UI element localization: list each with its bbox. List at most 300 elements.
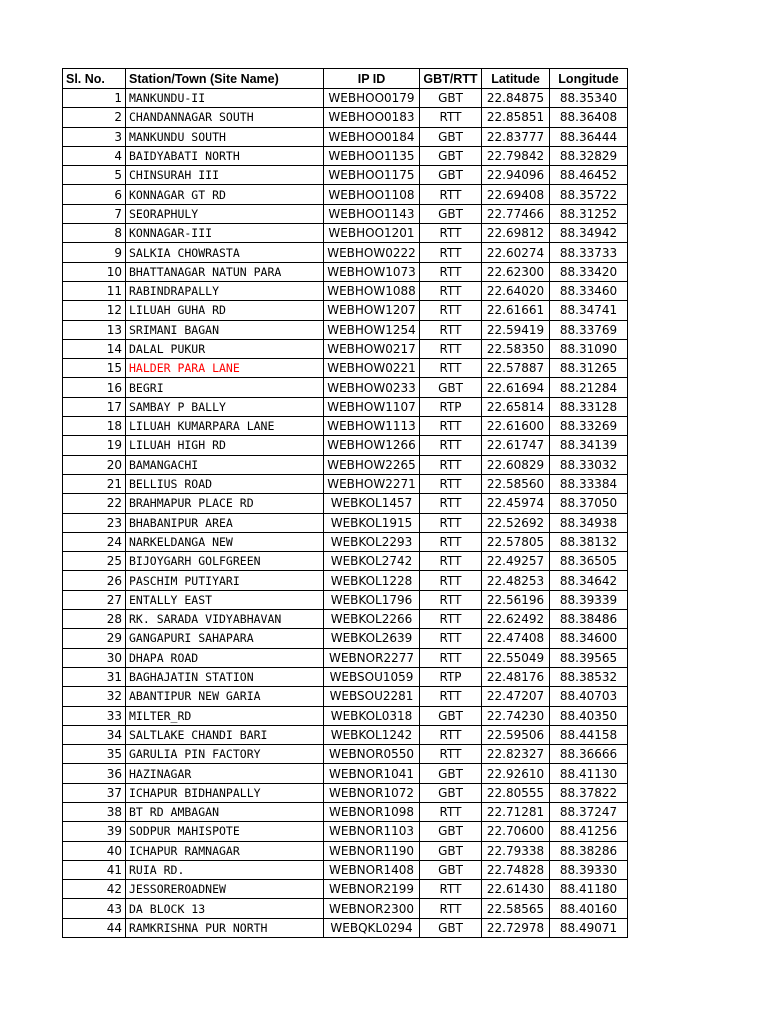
cell-station: ICHAPUR BIDHANPALLY xyxy=(126,783,324,802)
table-row xyxy=(63,880,628,899)
cell-sl-no: 22 xyxy=(63,494,126,513)
cell-ip-id: WEBSOU2281 xyxy=(324,687,420,706)
cell-ip-id: WEBHOW1073 xyxy=(324,262,420,281)
cell-longitude: 88.36408 xyxy=(550,108,628,127)
cell-station: DALAL PUKUR xyxy=(126,339,324,358)
cell-station: ICHAPUR RAMNAGAR xyxy=(126,841,324,860)
cell-latitude: 22.47408 xyxy=(482,629,550,648)
cell-station: SODPUR MAHISPOTE xyxy=(126,822,324,841)
cell-type: RTT xyxy=(420,224,482,243)
cell-latitude: 22.61600 xyxy=(482,417,550,436)
header-station: Station/Town (Site Name) xyxy=(126,69,324,89)
cell-ip-id: WEBHOW2265 xyxy=(324,455,420,474)
cell-station: JESSOREROADNEW xyxy=(126,880,324,899)
cell-ip-id: WEBHOO0183 xyxy=(324,108,420,127)
table-row xyxy=(63,243,628,262)
cell-latitude: 22.64020 xyxy=(482,281,550,300)
cell-sl-no: 23 xyxy=(63,513,126,532)
cell-longitude: 88.39330 xyxy=(550,860,628,879)
cell-latitude: 22.62300 xyxy=(482,262,550,281)
cell-ip-id: WEBKOL2266 xyxy=(324,610,420,629)
table-row xyxy=(63,648,628,667)
header-longitude: Longitude xyxy=(550,69,628,89)
table-row xyxy=(63,185,628,204)
cell-station: RK. SARADA VIDYABHAVAN xyxy=(126,610,324,629)
cell-ip-id: WEBKOL2293 xyxy=(324,532,420,551)
table-row xyxy=(63,764,628,783)
table-row xyxy=(63,494,628,513)
cell-sl-no: 32 xyxy=(63,687,126,706)
cell-longitude: 88.41256 xyxy=(550,822,628,841)
cell-ip-id: WEBKOL0318 xyxy=(324,706,420,725)
cell-sl-no: 28 xyxy=(63,610,126,629)
cell-latitude: 22.61661 xyxy=(482,301,550,320)
cell-station: RUIA RD. xyxy=(126,860,324,879)
cell-latitude: 22.79842 xyxy=(482,146,550,165)
cell-latitude: 22.55049 xyxy=(482,648,550,667)
cell-ip-id: WEBHOW1207 xyxy=(324,301,420,320)
cell-station: MILTER_RD xyxy=(126,706,324,725)
cell-latitude: 22.92610 xyxy=(482,764,550,783)
cell-latitude: 22.94096 xyxy=(482,166,550,185)
cell-type: GBT xyxy=(420,146,482,165)
cell-longitude: 88.35722 xyxy=(550,185,628,204)
cell-longitude: 88.34942 xyxy=(550,224,628,243)
cell-longitude: 88.33032 xyxy=(550,455,628,474)
cell-latitude: 22.59419 xyxy=(482,320,550,339)
cell-longitude: 88.33420 xyxy=(550,262,628,281)
cell-longitude: 88.33269 xyxy=(550,417,628,436)
site-table xyxy=(62,68,628,938)
table-row xyxy=(63,822,628,841)
cell-ip-id: WEBKOL1228 xyxy=(324,571,420,590)
cell-sl-no: 8 xyxy=(63,224,126,243)
table-row xyxy=(63,417,628,436)
cell-ip-id: WEBKOL1915 xyxy=(324,513,420,532)
cell-type: GBT xyxy=(420,378,482,397)
cell-type: GBT xyxy=(420,764,482,783)
table-row xyxy=(63,899,628,918)
cell-longitude: 88.44158 xyxy=(550,725,628,744)
cell-sl-no: 11 xyxy=(63,281,126,300)
cell-ip-id: WEBKOL2639 xyxy=(324,629,420,648)
cell-sl-no: 9 xyxy=(63,243,126,262)
cell-longitude: 88.49071 xyxy=(550,918,628,937)
cell-type: RTP xyxy=(420,667,482,686)
cell-station: HALDER PARA LANE xyxy=(126,359,324,378)
cell-type: RTT xyxy=(420,571,482,590)
cell-sl-no: 20 xyxy=(63,455,126,474)
cell-latitude: 22.74828 xyxy=(482,860,550,879)
cell-station: ENTALLY EAST xyxy=(126,590,324,609)
table-row xyxy=(63,629,628,648)
cell-ip-id: WEBHOW1266 xyxy=(324,436,420,455)
cell-sl-no: 33 xyxy=(63,706,126,725)
table-row xyxy=(63,745,628,764)
table-row xyxy=(63,687,628,706)
cell-longitude: 88.36505 xyxy=(550,552,628,571)
cell-sl-no: 24 xyxy=(63,532,126,551)
cell-station: SALTLAKE CHANDI BARI xyxy=(126,725,324,744)
table-row xyxy=(63,436,628,455)
cell-sl-no: 43 xyxy=(63,899,126,918)
cell-station: LILUAH KUMARPARA LANE xyxy=(126,417,324,436)
cell-station: HAZINAGAR xyxy=(126,764,324,783)
cell-sl-no: 2 xyxy=(63,108,126,127)
cell-ip-id: WEBHOW0221 xyxy=(324,359,420,378)
table-row xyxy=(63,127,628,146)
cell-station: SEORAPHULY xyxy=(126,204,324,223)
cell-longitude: 88.39339 xyxy=(550,590,628,609)
cell-type: GBT xyxy=(420,706,482,725)
cell-ip-id: WEBNOR2277 xyxy=(324,648,420,667)
table-row xyxy=(63,166,628,185)
cell-latitude: 22.58350 xyxy=(482,339,550,358)
table-row xyxy=(63,706,628,725)
table-row xyxy=(63,204,628,223)
cell-longitude: 88.21284 xyxy=(550,378,628,397)
cell-latitude: 22.58560 xyxy=(482,474,550,493)
cell-station: NARKELDANGA NEW xyxy=(126,532,324,551)
table-row xyxy=(63,89,628,108)
cell-station: LILUAH GUHA RD xyxy=(126,301,324,320)
cell-sl-no: 1 xyxy=(63,89,126,108)
table-row xyxy=(63,339,628,358)
cell-sl-no: 35 xyxy=(63,745,126,764)
cell-type: RTT xyxy=(420,339,482,358)
cell-type: GBT xyxy=(420,127,482,146)
cell-longitude: 88.36666 xyxy=(550,745,628,764)
cell-type: GBT xyxy=(420,783,482,802)
cell-type: RTT xyxy=(420,590,482,609)
cell-longitude: 88.41130 xyxy=(550,764,628,783)
cell-type: GBT xyxy=(420,860,482,879)
cell-station: LILUAH HIGH RD xyxy=(126,436,324,455)
cell-station: MANKUNDU-II xyxy=(126,89,324,108)
cell-sl-no: 16 xyxy=(63,378,126,397)
cell-longitude: 88.33733 xyxy=(550,243,628,262)
cell-type: RTT xyxy=(420,725,482,744)
table-row xyxy=(63,513,628,532)
cell-latitude: 22.60274 xyxy=(482,243,550,262)
cell-longitude: 88.36444 xyxy=(550,127,628,146)
cell-station: SALKIA CHOWRASTA xyxy=(126,243,324,262)
cell-latitude: 22.59506 xyxy=(482,725,550,744)
cell-ip-id: WEBSOU1059 xyxy=(324,667,420,686)
cell-station: GARULIA PIN FACTORY xyxy=(126,745,324,764)
cell-longitude: 88.34139 xyxy=(550,436,628,455)
table-row xyxy=(63,320,628,339)
cell-type: RTT xyxy=(420,494,482,513)
cell-sl-no: 3 xyxy=(63,127,126,146)
cell-station: SRIMANI BAGAN xyxy=(126,320,324,339)
table-body xyxy=(63,89,628,938)
cell-longitude: 88.33384 xyxy=(550,474,628,493)
cell-longitude: 88.37247 xyxy=(550,802,628,821)
cell-ip-id: WEBNOR1103 xyxy=(324,822,420,841)
cell-ip-id: WEBHOO1108 xyxy=(324,185,420,204)
cell-ip-id: WEBHOW1107 xyxy=(324,397,420,416)
table-row xyxy=(63,552,628,571)
cell-ip-id: WEBKOL1242 xyxy=(324,725,420,744)
cell-type: GBT xyxy=(420,204,482,223)
cell-type: RTT xyxy=(420,880,482,899)
cell-longitude: 88.38132 xyxy=(550,532,628,551)
table-row xyxy=(63,590,628,609)
cell-type: RTT xyxy=(420,108,482,127)
cell-ip-id: WEBHOO0179 xyxy=(324,89,420,108)
cell-longitude: 88.41180 xyxy=(550,880,628,899)
cell-type: GBT xyxy=(420,822,482,841)
cell-ip-id: WEBHOO0184 xyxy=(324,127,420,146)
cell-type: GBT xyxy=(420,89,482,108)
cell-latitude: 22.62492 xyxy=(482,610,550,629)
cell-type: RTT xyxy=(420,455,482,474)
cell-station: ABANTIPUR NEW GARIA xyxy=(126,687,324,706)
cell-ip-id: WEBHOO1135 xyxy=(324,146,420,165)
cell-sl-no: 17 xyxy=(63,397,126,416)
cell-ip-id: WEBHOW1254 xyxy=(324,320,420,339)
cell-latitude: 22.72978 xyxy=(482,918,550,937)
cell-type: RTT xyxy=(420,648,482,667)
cell-longitude: 88.38532 xyxy=(550,667,628,686)
cell-station: SAMBAY P BALLY xyxy=(126,397,324,416)
cell-sl-no: 42 xyxy=(63,880,126,899)
cell-longitude: 88.31090 xyxy=(550,339,628,358)
cell-longitude: 88.31252 xyxy=(550,204,628,223)
cell-sl-no: 40 xyxy=(63,841,126,860)
cell-sl-no: 25 xyxy=(63,552,126,571)
cell-type: RTT xyxy=(420,359,482,378)
cell-sl-no: 18 xyxy=(63,417,126,436)
cell-latitude: 22.74230 xyxy=(482,706,550,725)
cell-longitude: 88.37050 xyxy=(550,494,628,513)
cell-latitude: 22.65814 xyxy=(482,397,550,416)
cell-latitude: 22.52692 xyxy=(482,513,550,532)
table-row xyxy=(63,532,628,551)
cell-longitude: 88.33460 xyxy=(550,281,628,300)
cell-sl-no: 41 xyxy=(63,860,126,879)
header-latitude: Latitude xyxy=(482,69,550,89)
table-row xyxy=(63,262,628,281)
cell-type: RTT xyxy=(420,610,482,629)
cell-ip-id: WEBNOR1072 xyxy=(324,783,420,802)
cell-longitude: 88.38486 xyxy=(550,610,628,629)
cell-longitude: 88.32829 xyxy=(550,146,628,165)
cell-ip-id: WEBHOO1143 xyxy=(324,204,420,223)
cell-sl-no: 44 xyxy=(63,918,126,937)
cell-station: RAMKRISHNA PUR NORTH xyxy=(126,918,324,937)
cell-sl-no: 6 xyxy=(63,185,126,204)
header-ip-id: IP ID xyxy=(324,69,420,89)
cell-sl-no: 10 xyxy=(63,262,126,281)
cell-sl-no: 21 xyxy=(63,474,126,493)
cell-type: RTT xyxy=(420,532,482,551)
cell-longitude: 88.33769 xyxy=(550,320,628,339)
cell-station: BAMANGACHI xyxy=(126,455,324,474)
cell-station: CHINSURAH III xyxy=(126,166,324,185)
cell-ip-id: WEBHOO1175 xyxy=(324,166,420,185)
cell-type: RTT xyxy=(420,629,482,648)
cell-latitude: 22.69408 xyxy=(482,185,550,204)
cell-longitude: 88.38286 xyxy=(550,841,628,860)
cell-ip-id: WEBKOL2742 xyxy=(324,552,420,571)
table-header xyxy=(63,69,628,89)
table-row xyxy=(63,397,628,416)
cell-type: GBT xyxy=(420,841,482,860)
cell-station: RABINDRAPALLY xyxy=(126,281,324,300)
cell-type: RTT xyxy=(420,301,482,320)
cell-latitude: 22.58565 xyxy=(482,899,550,918)
cell-type: RTT xyxy=(420,513,482,532)
cell-type: RTT xyxy=(420,552,482,571)
cell-longitude: 88.35340 xyxy=(550,89,628,108)
cell-ip-id: WEBHOW1113 xyxy=(324,417,420,436)
cell-station: BAGHAJATIN STATION xyxy=(126,667,324,686)
cell-latitude: 22.45974 xyxy=(482,494,550,513)
cell-latitude: 22.47207 xyxy=(482,687,550,706)
cell-latitude: 22.57805 xyxy=(482,532,550,551)
table-row xyxy=(63,359,628,378)
cell-longitude: 88.34741 xyxy=(550,301,628,320)
cell-station: BAIDYABATI NORTH xyxy=(126,146,324,165)
cell-ip-id: WEBNOR1041 xyxy=(324,764,420,783)
cell-longitude: 88.40160 xyxy=(550,899,628,918)
cell-latitude: 22.49257 xyxy=(482,552,550,571)
table-row xyxy=(63,841,628,860)
table-row xyxy=(63,725,628,744)
cell-sl-no: 27 xyxy=(63,590,126,609)
cell-sl-no: 15 xyxy=(63,359,126,378)
cell-sl-no: 37 xyxy=(63,783,126,802)
cell-sl-no: 31 xyxy=(63,667,126,686)
cell-sl-no: 4 xyxy=(63,146,126,165)
cell-station: BT RD AMBAGAN xyxy=(126,802,324,821)
table-row xyxy=(63,146,628,165)
cell-station: PASCHIM PUTIYARI xyxy=(126,571,324,590)
cell-latitude: 22.84875 xyxy=(482,89,550,108)
cell-latitude: 22.83777 xyxy=(482,127,550,146)
cell-ip-id: WEBNOR1098 xyxy=(324,802,420,821)
cell-latitude: 22.57887 xyxy=(482,359,550,378)
table-row xyxy=(63,802,628,821)
cell-latitude: 22.80555 xyxy=(482,783,550,802)
cell-longitude: 88.37822 xyxy=(550,783,628,802)
cell-sl-no: 38 xyxy=(63,802,126,821)
cell-station: KONNAGAR GT RD xyxy=(126,185,324,204)
cell-ip-id: WEBNOR0550 xyxy=(324,745,420,764)
cell-type: RTT xyxy=(420,262,482,281)
cell-latitude: 22.61694 xyxy=(482,378,550,397)
cell-ip-id: WEBKOL1796 xyxy=(324,590,420,609)
cell-station: BELLIUS ROAD xyxy=(126,474,324,493)
cell-station: BHABANIPUR AREA xyxy=(126,513,324,532)
cell-latitude: 22.79338 xyxy=(482,841,550,860)
cell-sl-no: 34 xyxy=(63,725,126,744)
cell-ip-id: WEBNOR2199 xyxy=(324,880,420,899)
cell-sl-no: 12 xyxy=(63,301,126,320)
table-row xyxy=(63,667,628,686)
cell-latitude: 22.61430 xyxy=(482,880,550,899)
cell-ip-id: WEBNOR1190 xyxy=(324,841,420,860)
cell-latitude: 22.48176 xyxy=(482,667,550,686)
cell-latitude: 22.61747 xyxy=(482,436,550,455)
cell-type: RTT xyxy=(420,185,482,204)
cell-longitude: 88.34938 xyxy=(550,513,628,532)
cell-longitude: 88.46452 xyxy=(550,166,628,185)
cell-type: RTT xyxy=(420,417,482,436)
cell-type: GBT xyxy=(420,166,482,185)
cell-ip-id: WEBHOW0222 xyxy=(324,243,420,262)
cell-station: BRAHMAPUR PLACE RD xyxy=(126,494,324,513)
table-row xyxy=(63,224,628,243)
cell-sl-no: 7 xyxy=(63,204,126,223)
cell-station: DA BLOCK 13 xyxy=(126,899,324,918)
table-row xyxy=(63,571,628,590)
cell-ip-id: WEBNOR1408 xyxy=(324,860,420,879)
cell-longitude: 88.34600 xyxy=(550,629,628,648)
table-row xyxy=(63,474,628,493)
cell-sl-no: 26 xyxy=(63,571,126,590)
cell-longitude: 88.39565 xyxy=(550,648,628,667)
cell-ip-id: WEBHOW2271 xyxy=(324,474,420,493)
table-row xyxy=(63,610,628,629)
cell-type: RTT xyxy=(420,802,482,821)
cell-longitude: 88.40350 xyxy=(550,706,628,725)
cell-type: RTT xyxy=(420,281,482,300)
cell-type: GBT xyxy=(420,918,482,937)
cell-ip-id: WEBHOO1201 xyxy=(324,224,420,243)
cell-sl-no: 14 xyxy=(63,339,126,358)
cell-ip-id: WEBKOL1457 xyxy=(324,494,420,513)
cell-station: BIJOYGARH GOLFGREEN xyxy=(126,552,324,571)
cell-type: RTT xyxy=(420,243,482,262)
cell-latitude: 22.70600 xyxy=(482,822,550,841)
cell-longitude: 88.40703 xyxy=(550,687,628,706)
cell-station: CHANDANNAGAR SOUTH xyxy=(126,108,324,127)
cell-sl-no: 13 xyxy=(63,320,126,339)
table-row xyxy=(63,378,628,397)
cell-longitude: 88.31265 xyxy=(550,359,628,378)
header-type: GBT/RTT xyxy=(420,69,482,89)
cell-latitude: 22.85851 xyxy=(482,108,550,127)
cell-ip-id: WEBQKL0294 xyxy=(324,918,420,937)
table-row xyxy=(63,108,628,127)
header-sl-no: Sl. No. xyxy=(63,69,126,89)
cell-type: RTT xyxy=(420,320,482,339)
cell-station: MANKUNDU SOUTH xyxy=(126,127,324,146)
table-row xyxy=(63,783,628,802)
cell-latitude: 22.77466 xyxy=(482,204,550,223)
cell-ip-id: WEBHOW1088 xyxy=(324,281,420,300)
cell-sl-no: 29 xyxy=(63,629,126,648)
cell-latitude: 22.82327 xyxy=(482,745,550,764)
table-row xyxy=(63,281,628,300)
cell-longitude: 88.34642 xyxy=(550,571,628,590)
cell-ip-id: WEBHOW0217 xyxy=(324,339,420,358)
cell-sl-no: 19 xyxy=(63,436,126,455)
cell-type: RTT xyxy=(420,687,482,706)
cell-station: BEGRI xyxy=(126,378,324,397)
cell-station: KONNAGAR-III xyxy=(126,224,324,243)
cell-type: RTT xyxy=(420,899,482,918)
header-row xyxy=(63,69,628,89)
table-row xyxy=(63,918,628,937)
cell-latitude: 22.56196 xyxy=(482,590,550,609)
cell-type: RTT xyxy=(420,436,482,455)
cell-type: RTT xyxy=(420,745,482,764)
cell-ip-id: WEBNOR2300 xyxy=(324,899,420,918)
